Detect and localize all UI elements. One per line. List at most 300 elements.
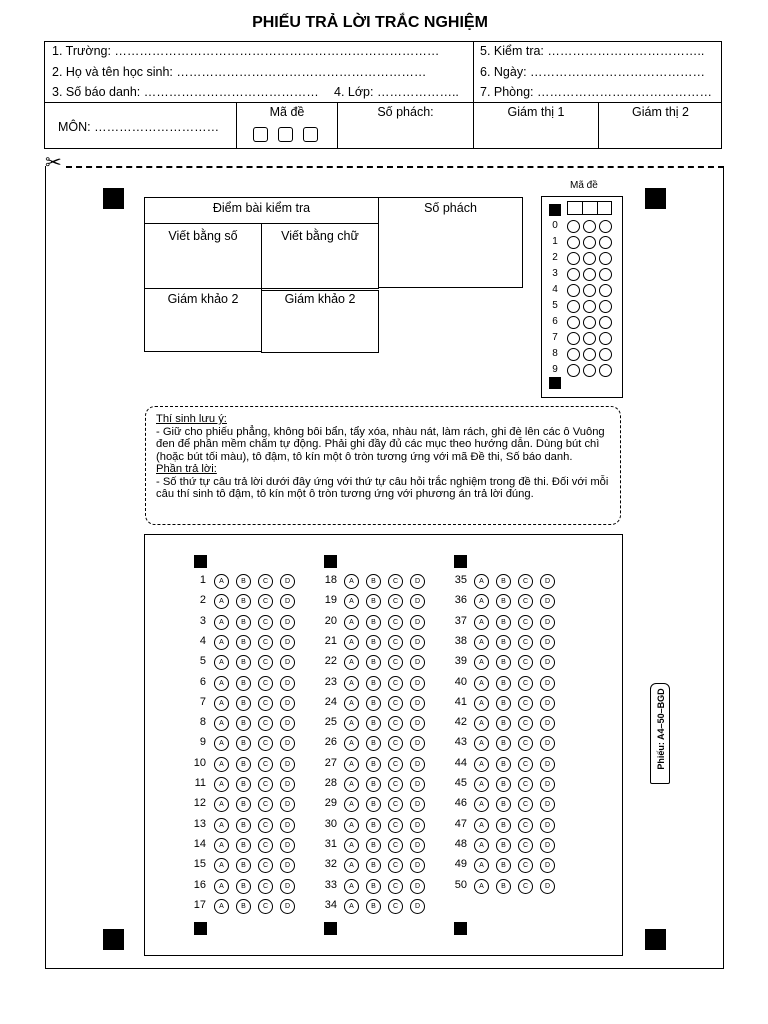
- answer-bubble[interactable]: D: [540, 615, 555, 630]
- answer-bubble[interactable]: B: [236, 777, 251, 792]
- answer-bubble[interactable]: C: [388, 594, 403, 609]
- answer-bubble[interactable]: D: [540, 676, 555, 691]
- answer-bubble[interactable]: D: [280, 594, 295, 609]
- answer-bubble[interactable]: A: [474, 777, 489, 792]
- exam-code-bubble[interactable]: [599, 252, 612, 265]
- answer-bubble[interactable]: D: [540, 696, 555, 711]
- answer-bubble[interactable]: A: [344, 736, 359, 751]
- registration-mark: [645, 188, 666, 209]
- answer-bubble[interactable]: D: [280, 574, 295, 589]
- answer-bubble[interactable]: B: [496, 615, 511, 630]
- answer-bubble[interactable]: B: [366, 594, 381, 609]
- question-number: 5: [199, 655, 206, 668]
- question-number: 29: [324, 797, 337, 810]
- answer-bubble[interactable]: B: [366, 716, 381, 731]
- answer-bubble[interactable]: D: [280, 757, 295, 772]
- registration-mark: [194, 922, 207, 935]
- question-number: 32: [324, 858, 337, 871]
- exam-code-bubble[interactable]: [583, 364, 596, 377]
- answer-bubble[interactable]: D: [540, 757, 555, 772]
- room-field[interactable]: 7. Phòng: ……………………………………: [480, 85, 712, 99]
- exam-code-bubble[interactable]: [599, 284, 612, 297]
- answer-bubble[interactable]: B: [236, 594, 251, 609]
- question-number: 1: [199, 574, 206, 586]
- answer-bubble[interactable]: A: [214, 574, 229, 589]
- answer-bubble[interactable]: B: [496, 676, 511, 691]
- answer-bubble[interactable]: A: [214, 696, 229, 711]
- answer-bubble[interactable]: A: [474, 736, 489, 751]
- answer-bubble[interactable]: B: [236, 879, 251, 894]
- answer-bubble[interactable]: B: [366, 899, 381, 914]
- answer-bubble[interactable]: A: [474, 615, 489, 630]
- exam-code-bubble[interactable]: [567, 332, 580, 345]
- question-number: 17: [193, 898, 206, 911]
- exam-code-bubble[interactable]: [583, 220, 596, 233]
- answer-bubble[interactable]: A: [214, 879, 229, 894]
- answer-bubble[interactable]: D: [410, 574, 425, 589]
- answer-bubble[interactable]: A: [214, 594, 229, 609]
- answer-bubble[interactable]: C: [388, 757, 403, 772]
- answer-bubble[interactable]: B: [496, 716, 511, 731]
- question-number: 48: [454, 837, 467, 850]
- examiner-2-label: Giám khảo 2: [284, 292, 356, 306]
- answer-bubble[interactable]: C: [388, 676, 403, 691]
- question-number: 3: [199, 614, 206, 627]
- answer-bubble[interactable]: B: [366, 574, 381, 589]
- answer-bubble[interactable]: B: [236, 797, 251, 812]
- school-field[interactable]: 1. Trường: ……………………………………………………………………: [52, 44, 440, 58]
- answer-bubble[interactable]: B: [496, 858, 511, 873]
- answer-bubble[interactable]: A: [474, 574, 489, 589]
- exam-code-digit-label: 1: [552, 236, 558, 247]
- exam-code-bubble[interactable]: [599, 268, 612, 281]
- answer-bubble[interactable]: C: [258, 736, 273, 751]
- answer-bubble[interactable]: D: [540, 777, 555, 792]
- registration-mark: [324, 555, 337, 568]
- answer-bubble[interactable]: B: [496, 736, 511, 751]
- answer-bubble[interactable]: C: [518, 655, 533, 670]
- question-number: 49: [454, 858, 467, 871]
- question-number: 30: [324, 817, 337, 830]
- answer-bubble[interactable]: C: [388, 736, 403, 751]
- answer-bubble[interactable]: B: [366, 655, 381, 670]
- answer-bubble[interactable]: D: [410, 615, 425, 630]
- answer-bubble[interactable]: D: [410, 818, 425, 833]
- answer-bubble[interactable]: C: [258, 696, 273, 711]
- answer-bubble[interactable]: A: [214, 757, 229, 772]
- exam-code-bubble[interactable]: [567, 300, 580, 313]
- answer-bubble[interactable]: B: [366, 696, 381, 711]
- secret-number-label: Số phách:: [377, 105, 434, 119]
- answer-bubble[interactable]: C: [518, 838, 533, 853]
- answer-bubble[interactable]: C: [258, 899, 273, 914]
- answer-bubble[interactable]: D: [410, 594, 425, 609]
- answer-bubble[interactable]: C: [258, 757, 273, 772]
- answer-bubble[interactable]: B: [236, 655, 251, 670]
- answer-bubble[interactable]: C: [518, 594, 533, 609]
- answer-bubble[interactable]: B: [496, 574, 511, 589]
- answer-bubble[interactable]: D: [280, 777, 295, 792]
- instructions-text: - Giữ cho phiếu phẳng, không bôi bẩn, tẩy xóa, nhàu nát, làm rách, ghi đè lên các ô Vuông đen để phần mềm chấm tự động. Phải ghi đầy đủ các mục theo hướng dẫn. Dùng bút chì (hoặc bút tối màu), tô đậm, tô kín một ô tròn tương ứng với mã Đề thi, Số báo danh.: [156, 425, 605, 463]
- answer-section-heading: Phần trả lời:: [156, 463, 217, 475]
- answer-bubble[interactable]: D: [280, 716, 295, 731]
- answer-bubble[interactable]: A: [344, 676, 359, 691]
- question-number: 19: [324, 594, 337, 607]
- exam-code-digit-label: 9: [552, 364, 558, 375]
- answer-bubble[interactable]: D: [540, 716, 555, 731]
- answer-bubble[interactable]: C: [518, 574, 533, 589]
- registration-mark: [194, 555, 207, 568]
- answer-bubble[interactable]: D: [540, 574, 555, 589]
- answer-instructions-text: - Số thứ tự câu trả lời dưới đây ứng với thứ tự câu hỏi trắc nghiệm trong đề thi. Đối với mỗi câu thí sinh tô đậm, tô kín một ô tròn tương ứng với phương án trả lời đúng.: [156, 475, 609, 500]
- candidate-number-field[interactable]: 3. Số báo danh: ……………………………………: [52, 85, 319, 99]
- answer-bubble[interactable]: C: [388, 655, 403, 670]
- answer-bubble[interactable]: C: [518, 858, 533, 873]
- exam-code-bubble[interactable]: [599, 364, 612, 377]
- answer-bubble[interactable]: C: [518, 757, 533, 772]
- exam-code-bubble[interactable]: [583, 268, 596, 281]
- answer-bubble[interactable]: A: [474, 818, 489, 833]
- exam-code-bubble[interactable]: [583, 252, 596, 265]
- answer-bubble[interactable]: C: [388, 899, 403, 914]
- answer-bubble[interactable]: C: [388, 818, 403, 833]
- answer-bubble[interactable]: D: [280, 635, 295, 650]
- form-code-stamp: [650, 683, 670, 784]
- answer-bubble[interactable]: A: [214, 615, 229, 630]
- answer-bubble[interactable]: A: [474, 858, 489, 873]
- answer-bubble[interactable]: A: [474, 655, 489, 670]
- answer-bubble[interactable]: C: [518, 777, 533, 792]
- answer-bubble[interactable]: D: [540, 858, 555, 873]
- answer-bubble[interactable]: D: [410, 858, 425, 873]
- answer-bubble[interactable]: B: [236, 615, 251, 630]
- answer-bubble[interactable]: B: [366, 797, 381, 812]
- answer-bubble[interactable]: D: [540, 797, 555, 812]
- answer-bubble[interactable]: A: [474, 757, 489, 772]
- answer-bubble[interactable]: B: [496, 777, 511, 792]
- question-number: 42: [454, 716, 467, 729]
- answer-bubble[interactable]: A: [344, 594, 359, 609]
- answer-bubble[interactable]: B: [236, 676, 251, 691]
- test-field[interactable]: 5. Kiểm tra: ………………………………..: [480, 44, 705, 58]
- answer-bubble[interactable]: D: [410, 655, 425, 670]
- student-name-field[interactable]: 2. Họ và tên học sinh: ……………………………………………………: [52, 65, 427, 79]
- answer-bubble[interactable]: B: [236, 635, 251, 650]
- exam-code-bubble[interactable]: [583, 300, 596, 313]
- answer-bubble[interactable]: C: [388, 635, 403, 650]
- exam-code-digit-label: 2: [552, 252, 558, 263]
- scissors-icon: ✂: [45, 152, 62, 174]
- subject-field[interactable]: MÔN: …………………………: [58, 120, 220, 134]
- answer-bubble[interactable]: C: [518, 818, 533, 833]
- exam-code-bubble[interactable]: [599, 236, 612, 249]
- exam-code-box[interactable]: [278, 127, 293, 142]
- exam-code-bubble[interactable]: [567, 268, 580, 281]
- answer-bubble[interactable]: B: [496, 655, 511, 670]
- answer-bubble[interactable]: D: [410, 716, 425, 731]
- registration-mark: [103, 929, 124, 950]
- question-number: 37: [454, 614, 467, 627]
- question-number: 26: [324, 736, 337, 749]
- exam-code-bubble[interactable]: [583, 348, 596, 361]
- question-number: 21: [324, 634, 337, 647]
- class-field[interactable]: 4. Lớp: ………………..: [334, 85, 459, 99]
- answer-bubble[interactable]: D: [410, 635, 425, 650]
- exam-code-bubble[interactable]: [599, 332, 612, 345]
- answer-bubble[interactable]: B: [496, 879, 511, 894]
- exam-code-bubble[interactable]: [599, 300, 612, 313]
- answer-bubble[interactable]: D: [410, 777, 425, 792]
- answer-bubble[interactable]: C: [258, 797, 273, 812]
- answer-bubble[interactable]: C: [258, 879, 273, 894]
- registration-mark: [103, 188, 124, 209]
- exam-code-bubble[interactable]: [599, 348, 612, 361]
- divider: [473, 41, 474, 103]
- registration-mark: [549, 377, 561, 389]
- answer-bubble[interactable]: D: [540, 655, 555, 670]
- answer-bubble[interactable]: D: [410, 676, 425, 691]
- answer-bubble[interactable]: B: [496, 818, 511, 833]
- answer-bubble[interactable]: B: [236, 757, 251, 772]
- answer-bubble[interactable]: B: [496, 696, 511, 711]
- exam-code-write-box[interactable]: [567, 201, 612, 215]
- answer-bubble[interactable]: D: [280, 899, 295, 914]
- answer-bubble[interactable]: B: [366, 676, 381, 691]
- answer-bubble[interactable]: D: [410, 838, 425, 853]
- divider: [582, 201, 583, 215]
- answer-bubble[interactable]: A: [344, 879, 359, 894]
- answer-bubble[interactable]: B: [366, 838, 381, 853]
- answer-bubble[interactable]: B: [366, 879, 381, 894]
- answer-bubble[interactable]: D: [540, 818, 555, 833]
- answer-bubble[interactable]: B: [366, 736, 381, 751]
- answer-bubble[interactable]: A: [474, 635, 489, 650]
- answer-bubble[interactable]: B: [496, 797, 511, 812]
- answer-bubble[interactable]: C: [258, 676, 273, 691]
- answer-bubble[interactable]: C: [388, 696, 403, 711]
- answer-bubble[interactable]: D: [280, 879, 295, 894]
- answer-bubble[interactable]: D: [280, 615, 295, 630]
- answer-bubble[interactable]: A: [344, 797, 359, 812]
- answer-bubble[interactable]: A: [344, 757, 359, 772]
- answer-bubble[interactable]: D: [540, 594, 555, 609]
- answer-bubble[interactable]: C: [518, 615, 533, 630]
- question-number: 27: [324, 756, 337, 769]
- answer-bubble[interactable]: D: [280, 736, 295, 751]
- answer-bubble[interactable]: D: [410, 797, 425, 812]
- answer-bubble[interactable]: D: [410, 736, 425, 751]
- answer-bubble[interactable]: C: [388, 858, 403, 873]
- answer-bubble[interactable]: A: [214, 797, 229, 812]
- divider: [597, 201, 598, 215]
- answer-bubble[interactable]: D: [280, 838, 295, 853]
- answer-bubble[interactable]: D: [280, 858, 295, 873]
- answer-bubble[interactable]: C: [258, 574, 273, 589]
- answer-bubble[interactable]: D: [540, 736, 555, 751]
- answer-bubble[interactable]: A: [474, 838, 489, 853]
- answer-bubble[interactable]: C: [258, 858, 273, 873]
- answer-bubble[interactable]: A: [214, 777, 229, 792]
- answer-bubble[interactable]: C: [258, 716, 273, 731]
- answer-bubble[interactable]: B: [366, 635, 381, 650]
- question-number: 24: [324, 695, 337, 708]
- question-number: 14: [193, 837, 206, 850]
- exam-code-bubble[interactable]: [567, 284, 580, 297]
- answer-bubble[interactable]: A: [344, 635, 359, 650]
- answer-bubble[interactable]: C: [388, 574, 403, 589]
- answer-bubble[interactable]: A: [344, 818, 359, 833]
- answer-bubble[interactable]: C: [518, 676, 533, 691]
- question-number: 11: [194, 777, 206, 789]
- answer-bubble[interactable]: D: [280, 696, 295, 711]
- answer-bubble[interactable]: A: [474, 879, 489, 894]
- exam-code-bubble[interactable]: [567, 348, 580, 361]
- answer-bubble[interactable]: A: [344, 858, 359, 873]
- answer-bubble[interactable]: C: [258, 615, 273, 630]
- instructions-heading: Thí sinh lưu ý:: [156, 413, 227, 425]
- exam-code-digit-label: 4: [552, 284, 558, 295]
- answer-bubble[interactable]: B: [366, 858, 381, 873]
- answer-bubble[interactable]: B: [366, 615, 381, 630]
- answer-bubble[interactable]: D: [540, 635, 555, 650]
- answer-bubble[interactable]: B: [236, 818, 251, 833]
- answer-bubble[interactable]: B: [236, 574, 251, 589]
- answer-bubble[interactable]: D: [410, 879, 425, 894]
- answer-bubble[interactable]: D: [280, 797, 295, 812]
- answer-bubble[interactable]: B: [496, 757, 511, 772]
- answer-bubble[interactable]: D: [280, 676, 295, 691]
- answer-bubble[interactable]: A: [344, 655, 359, 670]
- answer-bubble[interactable]: C: [258, 818, 273, 833]
- exam-code-bubble[interactable]: [567, 316, 580, 329]
- question-number: 31: [324, 837, 337, 850]
- exam-code-bubble[interactable]: [567, 220, 580, 233]
- question-number: 36: [454, 594, 467, 607]
- answer-bubble[interactable]: A: [344, 899, 359, 914]
- answer-bubble[interactable]: A: [344, 838, 359, 853]
- answer-bubble[interactable]: C: [388, 797, 403, 812]
- question-number: 40: [454, 675, 467, 688]
- secret-number-cell-label: Số phách: [424, 201, 477, 215]
- answer-bubble[interactable]: A: [214, 655, 229, 670]
- answer-bubble[interactable]: C: [258, 655, 273, 670]
- exam-code-bubble[interactable]: [599, 316, 612, 329]
- answer-bubble[interactable]: C: [388, 879, 403, 894]
- answer-bubble[interactable]: C: [258, 594, 273, 609]
- answer-bubble[interactable]: A: [214, 818, 229, 833]
- answer-bubble[interactable]: B: [236, 716, 251, 731]
- answer-bubble[interactable]: C: [258, 838, 273, 853]
- answer-bubble[interactable]: A: [474, 696, 489, 711]
- answer-bubble[interactable]: B: [496, 594, 511, 609]
- answer-bubble[interactable]: D: [410, 757, 425, 772]
- registration-mark: [549, 204, 561, 216]
- answer-bubble[interactable]: B: [366, 818, 381, 833]
- answer-bubble[interactable]: C: [388, 615, 403, 630]
- answer-bubble[interactable]: D: [410, 696, 425, 711]
- answer-bubble[interactable]: C: [258, 777, 273, 792]
- answer-bubble[interactable]: C: [518, 635, 533, 650]
- answer-bubble[interactable]: C: [388, 777, 403, 792]
- examiner-1-label: Giám khảo 2: [167, 292, 239, 306]
- answer-bubble[interactable]: A: [474, 594, 489, 609]
- answer-bubble[interactable]: B: [236, 696, 251, 711]
- exam-code-bubble[interactable]: [583, 332, 596, 345]
- exam-code-bubble[interactable]: [583, 316, 596, 329]
- answer-bubble[interactable]: C: [518, 797, 533, 812]
- answer-bubble[interactable]: A: [214, 635, 229, 650]
- answer-bubble[interactable]: D: [280, 818, 295, 833]
- answer-bubble[interactable]: D: [540, 838, 555, 853]
- question-number: 33: [324, 878, 337, 891]
- answer-bubble[interactable]: C: [388, 838, 403, 853]
- answer-bubble[interactable]: B: [236, 736, 251, 751]
- answer-bubble[interactable]: B: [366, 777, 381, 792]
- registration-mark: [454, 922, 467, 935]
- exam-code-box[interactable]: [253, 127, 268, 142]
- registration-mark: [645, 929, 666, 950]
- question-number: 46: [454, 797, 467, 810]
- answer-bubble[interactable]: A: [344, 777, 359, 792]
- answer-bubble[interactable]: B: [496, 635, 511, 650]
- answer-bubble[interactable]: C: [518, 736, 533, 751]
- answer-bubble[interactable]: A: [474, 676, 489, 691]
- question-number: 18: [324, 574, 337, 586]
- answer-bubble[interactable]: B: [236, 858, 251, 873]
- answer-bubble[interactable]: C: [258, 635, 273, 650]
- proctor-1-label: Giám thị 1: [507, 105, 565, 119]
- answer-bubble[interactable]: A: [214, 838, 229, 853]
- answer-bubble[interactable]: A: [214, 716, 229, 731]
- score-number-label: Viết bằng số: [168, 229, 238, 243]
- answer-bubble[interactable]: A: [344, 574, 359, 589]
- answer-bubble[interactable]: A: [474, 797, 489, 812]
- answer-bubble[interactable]: A: [214, 858, 229, 873]
- question-number: 4: [199, 634, 206, 647]
- question-number: 23: [324, 675, 337, 688]
- answer-bubble[interactable]: A: [344, 615, 359, 630]
- answer-bubble[interactable]: D: [280, 655, 295, 670]
- exam-code-bubble[interactable]: [599, 220, 612, 233]
- exam-code-digit-label: 5: [552, 300, 558, 311]
- answer-bubble[interactable]: C: [388, 716, 403, 731]
- question-number: 13: [193, 817, 206, 830]
- answer-bubble[interactable]: C: [518, 879, 533, 894]
- answer-bubble[interactable]: D: [410, 899, 425, 914]
- exam-code-bubble[interactable]: [583, 284, 596, 297]
- exam-code-bubble[interactable]: [567, 364, 580, 377]
- answer-bubble[interactable]: A: [344, 716, 359, 731]
- exam-code-bubble[interactable]: [583, 236, 596, 249]
- answer-bubble[interactable]: B: [366, 757, 381, 772]
- exam-code-box[interactable]: [303, 127, 318, 142]
- answer-bubble[interactable]: B: [236, 899, 251, 914]
- answer-bubble[interactable]: A: [474, 716, 489, 731]
- answer-bubble[interactable]: D: [540, 879, 555, 894]
- answer-bubble[interactable]: A: [214, 736, 229, 751]
- exam-code-bubble[interactable]: [567, 236, 580, 249]
- answer-bubble[interactable]: B: [496, 838, 511, 853]
- question-number: 28: [324, 777, 337, 789]
- answer-bubble[interactable]: C: [518, 696, 533, 711]
- exam-code-bubble[interactable]: [567, 252, 580, 265]
- answer-bubble[interactable]: A: [214, 676, 229, 691]
- answer-bubble[interactable]: A: [214, 899, 229, 914]
- answer-bubble[interactable]: A: [344, 696, 359, 711]
- date-field[interactable]: 6. Ngày: ……………………………………: [480, 65, 706, 79]
- answer-bubble[interactable]: B: [236, 838, 251, 853]
- answer-bubble[interactable]: C: [518, 716, 533, 731]
